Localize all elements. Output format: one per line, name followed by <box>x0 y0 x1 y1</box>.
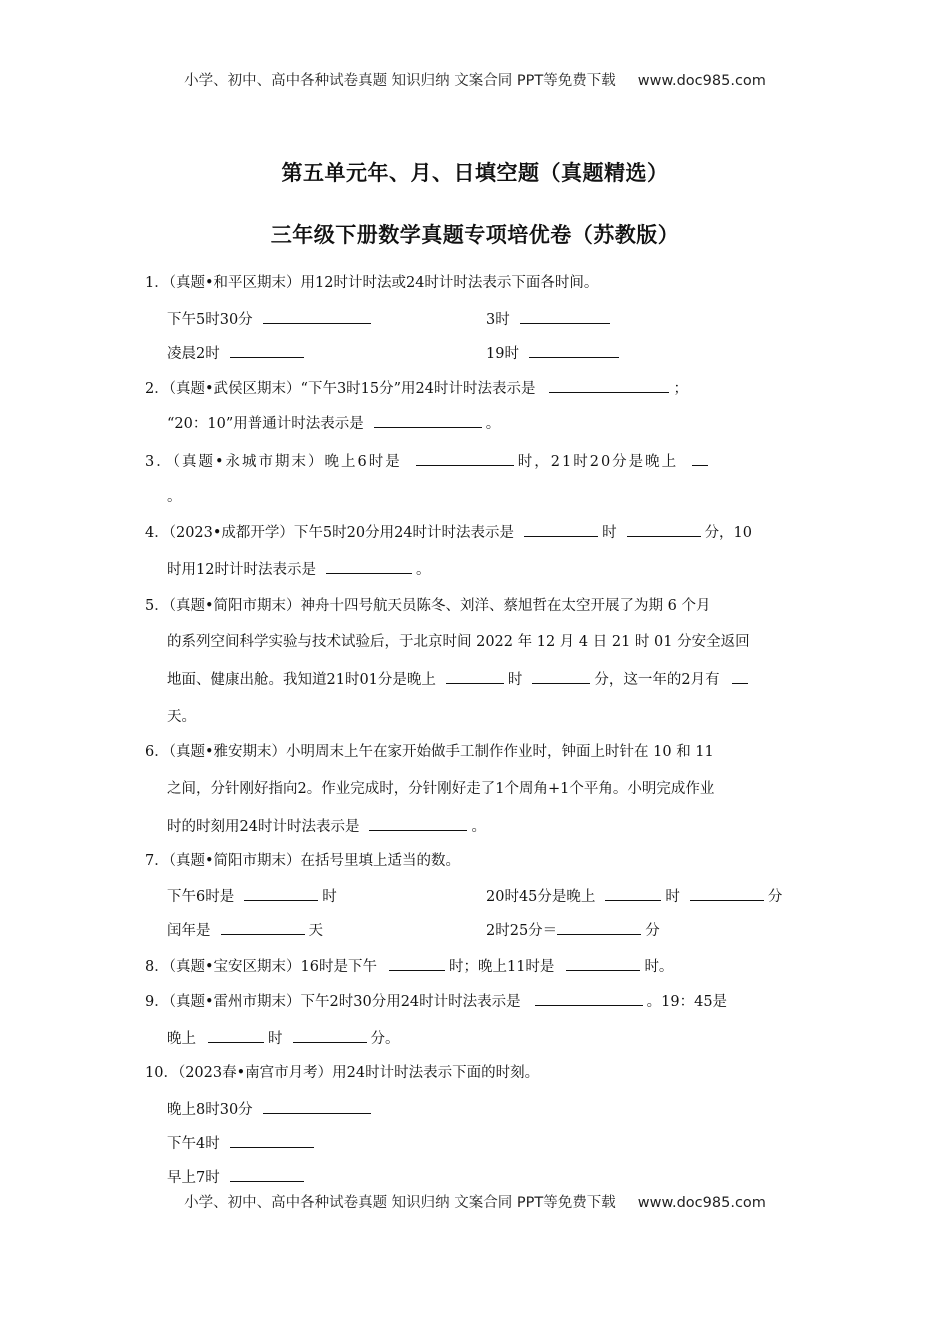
page-title: 第五单元年、月、日填空题（真题精选） <box>281 161 669 185</box>
q7-c-unit: 天 <box>308 923 323 939</box>
q9-line2 <box>167 1028 400 1049</box>
q7-row2a <box>167 920 323 941</box>
q2-text: 2．（真题•武侯区期末）“下午3时15分”用24时计时法表示是 <box>145 381 536 397</box>
q7-row1a <box>167 886 337 907</box>
answer-blank[interactable] <box>230 1133 314 1148</box>
q2-text2: “20：10”用普通计时法表示是 <box>167 416 364 432</box>
q2-punct2: 。 <box>485 416 501 432</box>
q7-d-label: 2时25分＝ <box>486 923 558 939</box>
q9-text5: 分。 <box>370 1031 400 1047</box>
answer-blank[interactable] <box>374 413 482 428</box>
answer-blank[interactable] <box>446 669 504 684</box>
answer-blank[interactable] <box>326 559 412 574</box>
answer-blank[interactable] <box>549 378 669 393</box>
q1-c-label: 凌晨2时 <box>167 346 220 362</box>
page-footer <box>0 1191 950 1212</box>
q9-text3: 晚上 <box>167 1031 196 1047</box>
answer-blank[interactable] <box>532 669 590 684</box>
q8-text3: 时。 <box>644 959 674 975</box>
q7-d-unit: 分 <box>645 923 660 939</box>
q1-a-label: 下午5时30分 <box>167 312 253 328</box>
q5-line3 <box>167 669 752 690</box>
q1-row2b <box>486 343 623 364</box>
answer-blank[interactable] <box>389 956 445 971</box>
answer-blank[interactable] <box>263 1099 371 1114</box>
q6-punct: 。 <box>471 819 486 835</box>
footer-text: 小学、初中、高中各种试卷真题 知识归纳 文案合同 PPT等免费下载 <box>184 1195 616 1211</box>
q7-c-label: 闰年是 <box>167 923 211 939</box>
q8-text: 8．（真题•宝安区期末）16时是下午 <box>145 959 377 975</box>
q6-line2: 之间，分针刚好指向2。作业完成时，分针刚好走了1个周角+1个平角。小明完成作业 <box>167 781 715 797</box>
q7-b-label: 20时45分是晚上 <box>486 889 596 905</box>
q10-row-c <box>167 1167 308 1188</box>
q5-text3: 分，这一年的2月有 <box>594 672 720 688</box>
header-text: 小学、初中、高中各种试卷真题 知识归纳 文案合同 PPT等免费下载 <box>184 73 616 89</box>
q10-a-label: 晚上8时30分 <box>167 1102 253 1118</box>
q9-text4: 时 <box>268 1031 283 1047</box>
q5-text: 地面、健康出舱。我知道21时01分是晚上 <box>167 672 436 688</box>
answer-blank[interactable] <box>627 522 701 537</box>
q4-text3: 分，10 <box>704 525 753 541</box>
q2-line2 <box>167 413 500 434</box>
q9-text2: 。19：45是 <box>646 994 728 1010</box>
q7-a-unit: 时 <box>322 889 337 905</box>
answer-blank[interactable] <box>263 309 371 324</box>
page-header <box>0 69 950 90</box>
footer-url[interactable]: www.doc985.com <box>637 1195 766 1211</box>
answer-blank[interactable] <box>535 991 643 1006</box>
q3-text2: 时，21时20分是晚上 <box>517 454 679 470</box>
q4-text2: 时 <box>602 525 617 541</box>
q1-b-label: 3时 <box>486 312 510 328</box>
q9-text: 9．（真题•雷州市期末）下午2时30分用24时计时法表示是 <box>145 994 521 1010</box>
q7-b-unit2: 分 <box>767 889 783 905</box>
q5-line1: 5．（真题•简阳市期末）神舟十四号航天员陈冬、刘洋、蔡旭哲在太空开展了为期 6 个月 <box>145 598 711 614</box>
q9-line1 <box>145 991 727 1012</box>
q10-row-b <box>167 1133 318 1154</box>
q7-b-unit: 时 <box>665 889 680 905</box>
q6-line3 <box>167 816 486 837</box>
q1-row2a <box>167 343 308 364</box>
answer-blank[interactable] <box>369 816 467 831</box>
q8-line <box>145 956 673 977</box>
q7-row2b <box>486 920 660 941</box>
q7-row1b <box>486 886 782 907</box>
q4-text: 4．（2023•成都开学）下午5时20分用24时计时法表示是 <box>145 525 515 541</box>
answer-blank[interactable] <box>566 956 640 971</box>
q1-stem: 1．（真题•和平区期末）用12时计时法或24时计时法表示下面各时间。 <box>145 275 599 291</box>
q10-stem: 10．（2023春•南宫市月考）用24时计时法表示下面的时刻。 <box>145 1065 540 1081</box>
answer-blank[interactable] <box>221 920 305 935</box>
answer-blank[interactable] <box>230 1167 304 1182</box>
q5-line4: 天。 <box>167 709 196 725</box>
q6-line1: 6．（真题•雅安期末）小明周末上午在家开始做手工制作作业时，钟面上时针在 10 和 11 <box>145 744 714 760</box>
answer-blank[interactable] <box>690 886 764 901</box>
q4-line2 <box>167 559 430 580</box>
q4-text4: 时用12时计时法表示是 <box>167 562 316 578</box>
q1-d-label: 19时 <box>486 346 519 362</box>
page-subtitle: 三年级下册数学真题专项培优卷（苏教版） <box>270 223 680 247</box>
q4-punct: 。 <box>415 562 431 578</box>
q7-a-label: 下午6时是 <box>167 889 235 905</box>
q2-punct: ； <box>673 381 688 397</box>
q5-text2: 时 <box>507 672 523 688</box>
answer-blank[interactable] <box>732 669 748 684</box>
q1-row1b <box>486 309 614 330</box>
answer-blank[interactable] <box>208 1028 264 1043</box>
answer-blank[interactable] <box>605 886 661 901</box>
q3-line2: 。 <box>167 489 182 505</box>
q2-line1 <box>145 378 688 399</box>
q3-text: 3．（真题•永城市期末）晚上6时是 <box>145 454 402 470</box>
answer-blank[interactable] <box>244 886 318 901</box>
q6-text: 时的时刻用24时计时法表示是 <box>167 819 360 835</box>
answer-blank[interactable] <box>293 1028 367 1043</box>
q10-b-label: 下午4时 <box>167 1136 220 1152</box>
q5-line2: 的系列空间科学实验与技术试验后，于北京时间 2022 年 12 月 4 日 21 时 01 分安全返回 <box>167 634 750 650</box>
q4-line1 <box>145 522 752 543</box>
answer-blank[interactable] <box>692 451 708 466</box>
answer-blank[interactable] <box>524 522 598 537</box>
q8-text2: 时；晚上11时是 <box>448 959 555 975</box>
q10-c-label: 早上7时 <box>167 1170 220 1186</box>
answer-blank[interactable] <box>520 309 610 324</box>
answer-blank[interactable] <box>230 343 304 358</box>
q10-row-a <box>167 1099 375 1120</box>
answer-blank[interactable] <box>416 451 514 466</box>
answer-blank[interactable] <box>529 343 619 358</box>
q1-row1a <box>167 309 375 330</box>
q3-line1 <box>145 451 712 472</box>
q7-stem: 7．（真题•简阳市期末）在括号里填上适当的数。 <box>145 853 461 869</box>
header-url[interactable]: www.doc985.com <box>637 73 766 89</box>
answer-blank[interactable] <box>557 920 641 935</box>
